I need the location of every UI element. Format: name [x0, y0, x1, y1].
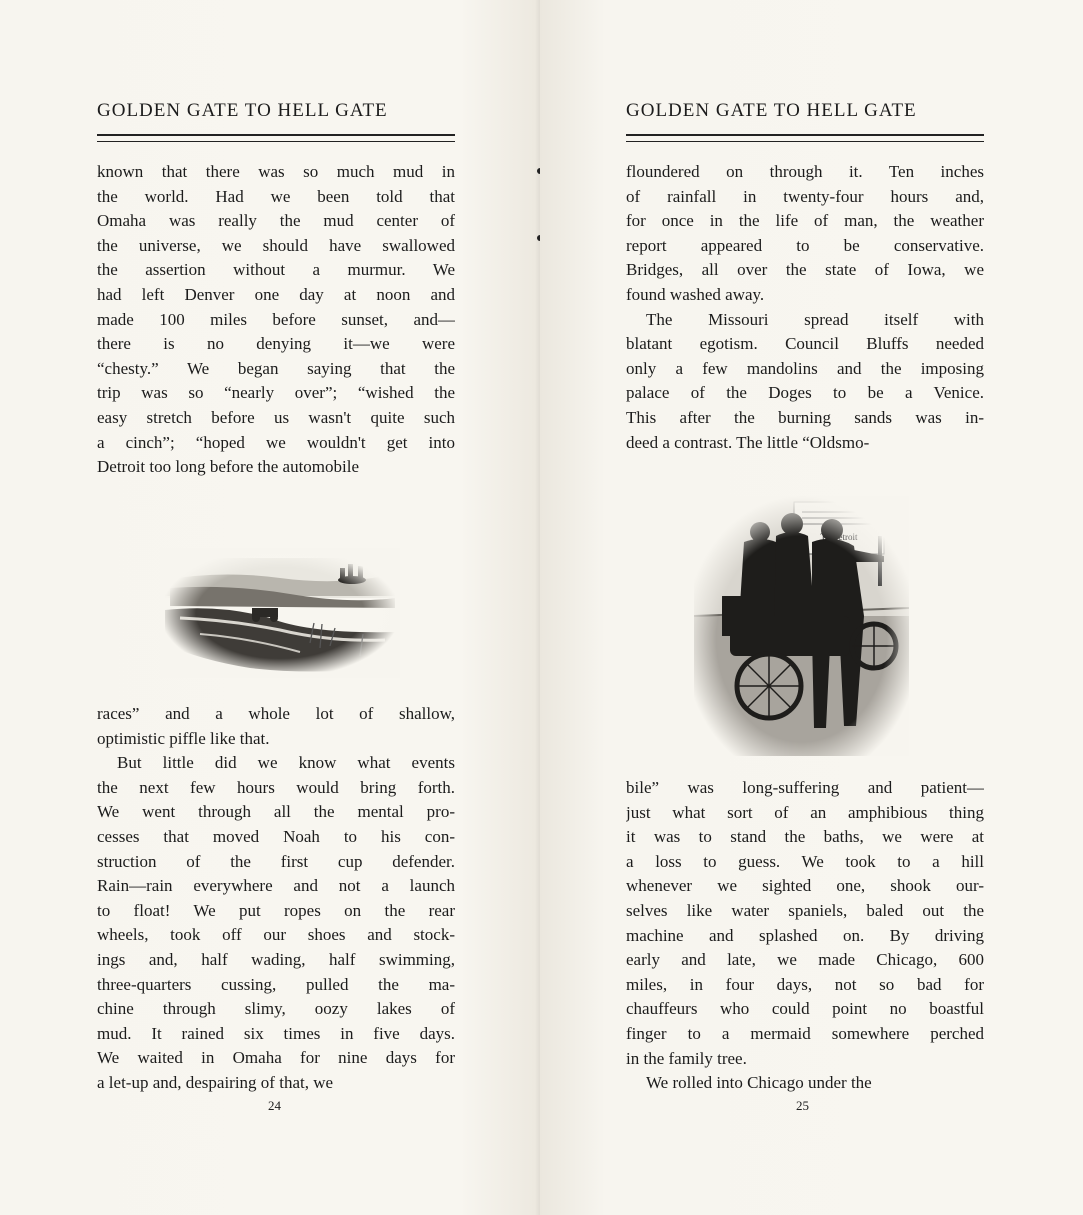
left-page — [0, 0, 540, 1215]
right-header-rule — [626, 134, 984, 142]
right-top-text — [626, 160, 984, 455]
text-line: just what sort of an amphibious thing — [626, 802, 984, 822]
text-line: trip was so “nearly over”; “wished the — [97, 383, 455, 403]
text-line: known that there was so much mud in — [97, 162, 455, 181]
text-line: report appeared to be conservative. — [626, 235, 984, 255]
text-line: in the family tree. — [626, 1048, 747, 1068]
text-line: mud. It rained six times in five days. — [97, 1023, 455, 1043]
right-bottom-text — [626, 776, 984, 1096]
right-folio: 25 — [796, 1098, 809, 1113]
text-line: deed a contrast. The little “Oldsmo- — [626, 432, 870, 452]
text-line: to float! We put ropes on the rear — [97, 900, 455, 920]
text-line: there is no denying it—we were — [97, 334, 455, 354]
left-top-text — [97, 160, 455, 480]
text-line: floundered on through it. Ten inches — [626, 162, 984, 181]
text-line: a loss to guess. We took to a hill — [626, 851, 984, 871]
text-line: Bridges, all over the state of Iowa, we — [626, 260, 984, 280]
text-line: a cinch”; “hoped we wouldn't get into — [97, 432, 455, 452]
text-line: We rolled into Chicago under the — [646, 1073, 872, 1093]
text-line: found washed away. — [626, 284, 765, 304]
left-running-head: GOLDEN GATE TO HELL GATE — [97, 100, 388, 121]
text-line: early and late, we made Chicago, 600 — [626, 950, 984, 970]
text-line: Omaha was really the mud center of — [97, 211, 455, 231]
text-line: Rain—rain everywhere and not a launch — [97, 876, 455, 896]
right-page — [540, 0, 1083, 1215]
text-line: chauffeurs who could point no boastful — [626, 999, 984, 1019]
text-line: But little did we know what events — [117, 753, 455, 773]
text-line: it was to stand the baths, we were at — [626, 827, 984, 847]
text-line: ings and, half wading, half swimming, — [97, 949, 455, 969]
text-line: We waited in Omaha for nine days for — [97, 1048, 455, 1068]
text-line: machine and splashed on. By driving — [626, 925, 984, 945]
text-line: “chesty.” We began saying that the — [97, 358, 455, 378]
text-line: of rainfall in twenty-four hours and, — [626, 186, 984, 206]
text-line: chine through slimy, oozy lakes of — [97, 999, 455, 1019]
landscape-illustration — [160, 548, 400, 678]
text-line: the world. Had we been told that — [97, 186, 455, 206]
text-line: Detroit too long before the automobile — [97, 457, 360, 477]
left-header-rule — [97, 134, 455, 142]
text-line: wheels, took off our shoes and stock- — [97, 925, 455, 945]
text-line: optimistic piffle like that. — [97, 728, 270, 748]
text-line: the next few hours would bring forth. — [97, 777, 455, 797]
text-line: struction of the first cup defender. — [97, 851, 455, 871]
text-line: palace of the Doges to be a Venice. — [626, 383, 984, 403]
text-line: the assertion without a murmur. We — [97, 260, 455, 280]
text-line: bile” was long-suffering and patient— — [626, 778, 984, 797]
text-line: easy stretch before us wasn't quite such — [97, 407, 455, 427]
text-line: for once in the life of man, the weather — [626, 211, 984, 231]
left-bottom-text — [97, 702, 455, 1096]
text-line: a let-up and, despairing of that, we — [97, 1072, 334, 1092]
text-line: blatant egotism. Council Bluffs needed — [626, 334, 984, 354]
automobile-illustration — [694, 496, 909, 756]
text-line: cesses that moved Noah to his con- — [97, 826, 455, 846]
text-line: had left Denver one day at noon and — [97, 284, 455, 304]
text-line: miles, in four days, not so bad for — [626, 974, 984, 994]
text-line: whenever we sighted one, shook our- — [626, 876, 984, 896]
text-line: The Missouri spread itself with — [646, 309, 984, 329]
text-line: made 100 miles before sunset, and— — [97, 309, 455, 329]
text-line: races” and a whole lot of shallow, — [97, 704, 455, 723]
text-line: finger to a mermaid somewhere perched — [626, 1023, 984, 1043]
text-line: This after the burning sands was in- — [626, 407, 984, 427]
left-folio: 24 — [268, 1098, 281, 1113]
text-line: We went through all the mental pro- — [97, 802, 455, 822]
right-running-head: GOLDEN GATE TO HELL GATE — [626, 100, 917, 121]
text-line: the universe, we should have swallowed — [97, 235, 455, 255]
text-line: three-quarters cussing, pulled the ma- — [97, 974, 455, 994]
text-line: only a few mandolins and the imposing — [626, 358, 984, 378]
text-line: selves like water spaniels, baled out the — [626, 900, 984, 920]
